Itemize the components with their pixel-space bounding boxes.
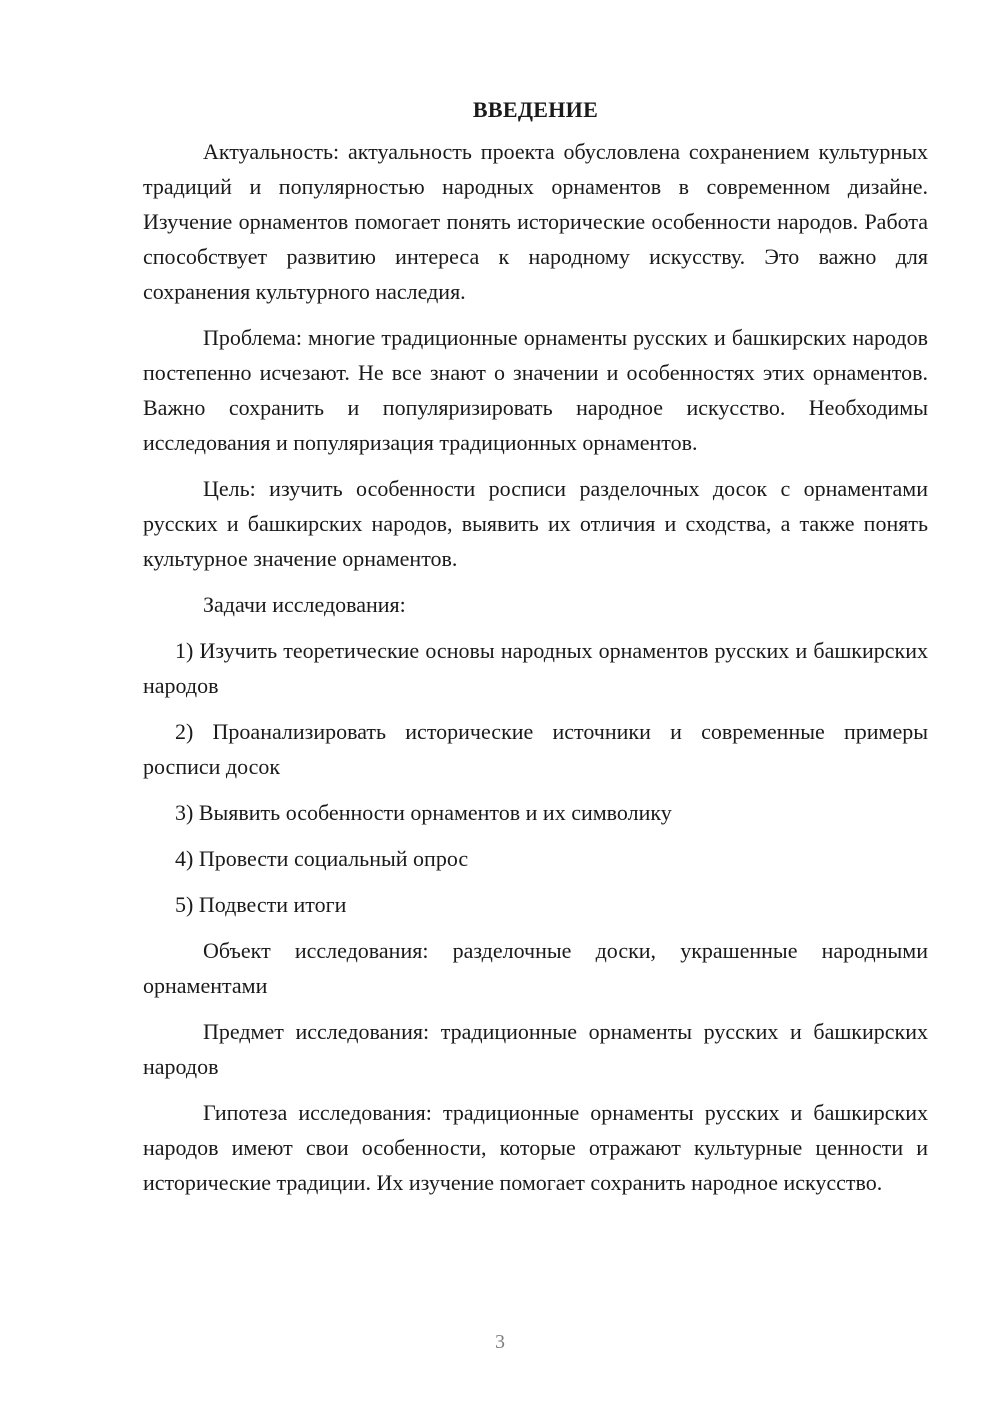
goal-paragraph: Цель: изучить особенности росписи разделочных досок с орнаментами русских и башкирских народов, выявить их отличия и сходства, а также понять культурное значение орнаментов. xyxy=(143,476,928,571)
task-item-4: 4) Провести социальный опрос xyxy=(175,846,469,871)
task-item-2: 2) Проанализировать исторические источники и современные примеры росписи досок xyxy=(143,719,928,779)
tasks-heading: Задачи исследования: xyxy=(203,592,406,617)
hypothesis-paragraph: Гипотеза исследования: традиционные орнаменты русских и башкирских народов имеют свои особенности, которые отражают культурные ценности и исторические традиции. Их изучение помогает сохранить народное искусство. xyxy=(143,1100,928,1195)
subject-paragraph: Предмет исследования: традиционные орнаменты русских и башкирских народов xyxy=(143,1019,928,1079)
task-item-1: 1) Изучить теоретические основы народных орнаментов русских и башкирских народов xyxy=(143,638,928,698)
task-item-3: 3) Выявить особенности орнаментов и их символику xyxy=(175,800,672,825)
task-item-5: 5) Подвести итоги xyxy=(175,892,347,917)
document-page xyxy=(143,92,928,1211)
page-number: 3 xyxy=(495,1331,505,1353)
object-paragraph: Объект исследования: разделочные доски, украшенные народными орнаментами xyxy=(143,938,928,998)
problem-paragraph: Проблема: многие традиционные орнаменты русских и башкирских народов постепенно исчезают. Не все знают о значении и особенностях этих орнаментов. Важно сохранить и популяризировать народное искусство. Необходимы исследования и популяризация традиционных орнаментов. xyxy=(143,325,928,455)
section-title: ВВЕДЕНИЕ xyxy=(472,97,599,122)
relevance-paragraph: Актуальность: актуальность проекта обусловлена сохранением культурных традиций и популярностью народных орнаментов в современном дизайне. Изучение орнаментов помогает понять исторические особенности народов. Работа способствует развитию интереса к народному искусству. Это важно для сохранения культурного наследия. xyxy=(143,139,928,304)
